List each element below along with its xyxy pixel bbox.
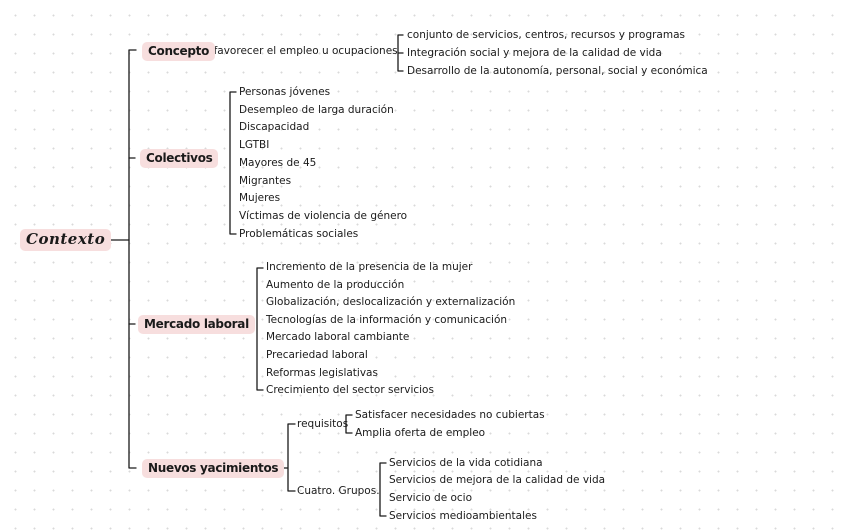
requisitos-item: Satisfacer necesidades no cubiertas [355, 409, 545, 421]
mercado-item: Reformas legislativas [266, 367, 378, 379]
yacimientos-branch [272, 424, 295, 491]
grupos-item: Servicio de ocio [389, 492, 473, 504]
concepto-item: Integración social y mejora de la calidad de vida [407, 47, 662, 59]
concepto-heading: Concepto [148, 44, 210, 58]
concepto-item: conjunto de servicios, centros, recursos y programas [407, 29, 685, 41]
grupos-label: Cuatro. Grupos. [297, 485, 380, 497]
root-node: Contexto [26, 230, 106, 248]
grupos-item: Servicios de la vida cotidiana [389, 457, 543, 469]
colectivos-item: Mayores de 45 [239, 157, 317, 169]
mercado-item: Precariedad laboral [266, 349, 368, 361]
colectivos-item: Mujeres [239, 192, 281, 204]
colectivos-item: Desempleo de larga duración [239, 104, 394, 116]
concepto-link-text: – favorecer el empleo u ocupaciones [205, 45, 398, 57]
colectivos-bracket [230, 92, 236, 234]
mercado-item: Incremento de la presencia de la mujer [266, 261, 473, 273]
grupos-bracket [380, 463, 386, 516]
colectivos-item: LGTBI [239, 139, 270, 151]
colectivos-item: Discapacidad [239, 121, 310, 133]
colectivos-heading: Colectivos [146, 151, 213, 165]
requisitos-item: Amplia oferta de empleo [355, 427, 486, 439]
colectivos-item: Personas jóvenes [239, 86, 331, 98]
mercado-heading: Mercado laboral [144, 317, 249, 331]
mercado-item: Globalización, deslocalización y externalización [266, 296, 516, 308]
grupos-item: Servicios medioambientales [389, 510, 537, 522]
main-trunk-line [129, 50, 136, 468]
mercado-item: Tecnologías de la información y comunicación [266, 314, 508, 326]
concepto-bracket [398, 35, 403, 71]
yacimientos-heading: Nuevos yacimientos [148, 461, 279, 475]
colectivos-item: Problemáticas sociales [239, 228, 359, 240]
concepto-item: Desarrollo de la autonomía, personal, social y económica [407, 65, 708, 77]
mercado-item: Crecimiento del sector servicios [266, 384, 434, 396]
grupos-item: Servicios de mejora de la calidad de vida [389, 474, 606, 486]
colectivos-item: Víctimas de violencia de género [239, 210, 408, 222]
mercado-item: Mercado laboral cambiante [266, 331, 410, 343]
colectivos-item: Migrantes [239, 175, 292, 187]
requisitos-label: requisitos [297, 418, 349, 430]
mercado-item: Aumento de la producción [266, 279, 405, 291]
mercado-bracket [257, 268, 263, 390]
